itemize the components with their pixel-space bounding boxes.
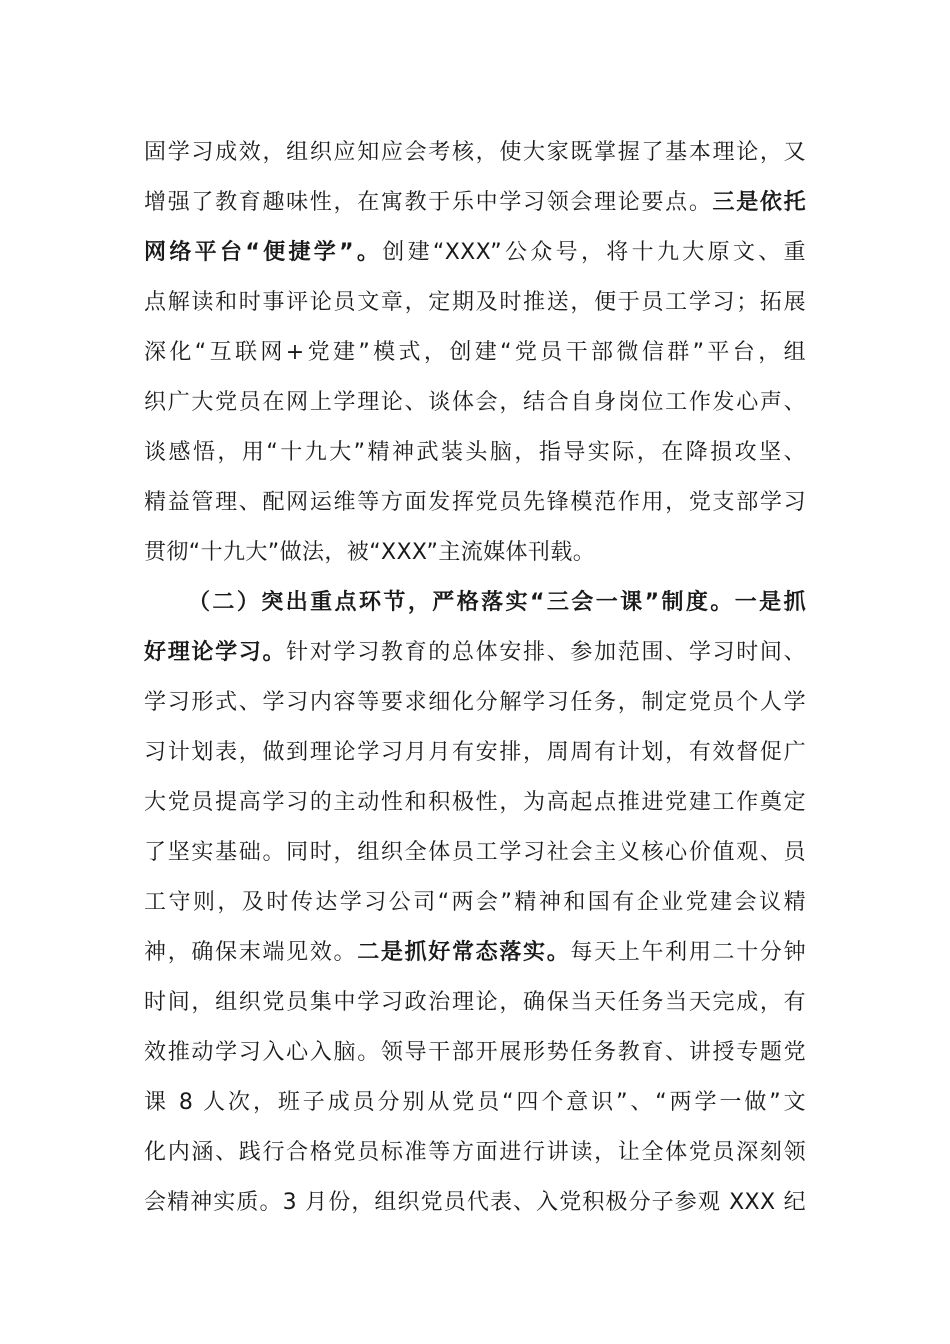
text-line-12: 学习形式、学习内容等要求细化分解学习任务，制定党员个人学 — [144, 690, 806, 715]
text-line-5: 深化“互联网+党建”模式，创建“党员干部微信群”平台，组 — [144, 340, 806, 365]
section-heading-line: （二）突出重点环节，严格落实“三会一课”制度。一是抓 — [188, 590, 806, 615]
text-line-17: 神，确保末端见效。二是抓好常态落实。每天上午利用二十分钟 — [144, 940, 806, 965]
text-line-3: 网络平台“便捷学”。创建“XXX”公众号，将十九大原文、重 — [144, 240, 807, 265]
text-line-18: 时间，组织党员集中学习政治理论，确保当天任务当天完成，有 — [144, 990, 806, 1015]
text-line-9: 贯彻“十九大”做法，被“XXX”主流媒体刊载。 — [144, 540, 596, 565]
text-line-13: 习计划表，做到理论学习月月有安排，周周有计划，有效督促广 — [144, 740, 806, 765]
text-line-7: 谈感悟，用“十九大”精神武装头脑，指导实际，在降损攻坚、 — [144, 440, 806, 465]
text-line-16: 工守则，及时传达学习公司“两会”精神和国有企业党建会议精 — [144, 890, 806, 915]
text-line-1: 固学习成效，组织应知应会考核，使大家既掌握了基本理论，又 — [144, 140, 806, 165]
text-line-4: 点解读和时事评论员文章，定期及时推送，便于员工学习；拓展 — [144, 290, 806, 315]
text-line-19: 效推动学习入心入脑。领导干部开展形势任务教育、讲授专题党 — [144, 1040, 806, 1065]
text-line-2: 增强了教育趣味性，在寓教于乐中学习领会理论要点。三是依托 — [144, 190, 806, 215]
text-line-11: 好理论学习。针对学习教育的总体安排、参加范围、学习时间、 — [144, 640, 806, 665]
text-line-8: 精益管理、配网运维等方面发挥党员先锋模范作用，党支部学习 — [144, 490, 806, 515]
text-line-14: 大党员提高学习的主动性和积极性，为高起点推进党建工作奠定 — [144, 790, 806, 815]
text-line-22: 会精神实质。3 月份，组织党员代表、入党积极分子参观 XXX 纪 — [144, 1190, 806, 1215]
text-line-6: 织广大党员在网上学理论、谈体会，结合自身岗位工作发心声、 — [144, 390, 806, 415]
text-line-21: 化内涵、践行合格党员标准等方面进行讲读，让全体党员深刻领 — [144, 1140, 806, 1165]
text-line-20: 课 8 人次，班子成员分别从党员“四个意识”、“两学一做”文 — [144, 1090, 806, 1115]
text-line-15: 了坚实基础。同时，组织全体员工学习社会主义核心价值观、员 — [144, 840, 806, 865]
